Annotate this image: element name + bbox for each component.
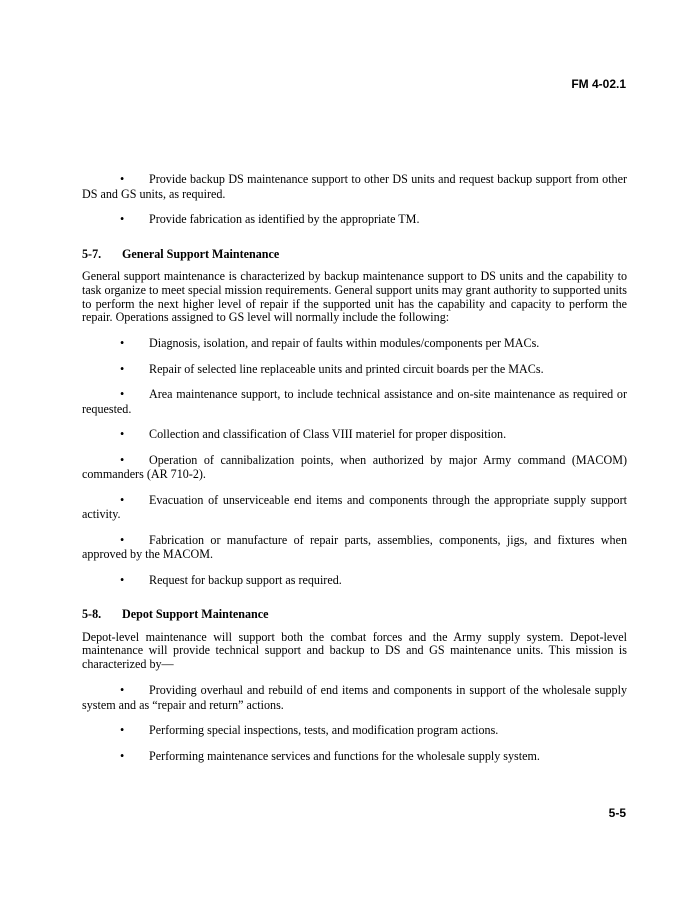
bullet-icon: •: [120, 748, 125, 763]
bullet-item: • Collection and classification of Class VIII materiel for proper disposition.: [120, 427, 507, 442]
bullet-icon: •: [120, 572, 125, 587]
bullet-item: • Fabrication or manufacture of repair parts, assemblies, components, jigs, and fixtures when approved by the MACOM.: [82, 532, 627, 562]
section-paragraph: Depot-level maintenance will support both the combat forces and the Army supply system. Depot-level maintenance will provide technical support and backup to DS and GS maintenance units. This mission is characterized by—: [82, 629, 627, 672]
bullet-item: • Diagnosis, isolation, and repair of faults within modules/components per MACs.: [120, 336, 540, 351]
section-paragraph: General support maintenance is characterized by backup maintenance support to DS units and the capability to task organize to meet special mission requirements. General support units may grant authority to supported units to perform the next higher level of repair if the supported unit has the capability and capacity to perform the repair. Operations assigned to GS level will normally include the following:: [82, 269, 627, 325]
bullet-item: • Area maintenance support, to include technical assistance and on-site maintenance as required or requested.: [82, 387, 627, 416]
bullet-item: • Repair of selected line replaceable units and printed circuit boards per the MACs.: [120, 361, 544, 376]
bullet-icon: •: [120, 683, 125, 698]
bullet-icon: •: [120, 532, 125, 547]
bullet-icon: •: [120, 212, 125, 226]
page-number: 5-5: [608, 806, 626, 820]
bullet-item: • Provide backup DS maintenance support to other DS units and request backup support from other DS and GS units, as required.: [82, 172, 627, 201]
section-number: 5-7.: [82, 246, 102, 261]
document-id: FM 4-02.1: [571, 77, 626, 91]
section-heading-5-8: [82, 607, 627, 622]
bullet-icon: •: [120, 172, 125, 186]
bullet-item: • Operation of cannibalization points, when authorized by major Army command (MACOM) commanders (AR 710-2).: [82, 452, 627, 482]
bullet-icon: •: [120, 492, 125, 507]
page-content: [82, 172, 627, 774]
bullet-item: • Providing overhaul and rebuild of end items and components in support of the wholesale supply system and as “repair and return” actions.: [82, 683, 627, 712]
bullet-icon: •: [120, 427, 125, 442]
bullet-icon: •: [120, 723, 125, 738]
section-number: 5-8.: [82, 607, 102, 622]
bullet-item: • Performing maintenance services and functions for the wholesale supply system.: [120, 748, 540, 763]
bullet-item: • Performing special inspections, tests, and modification program actions.: [120, 723, 499, 738]
bullet-item: • Provide fabrication as identified by the appropriate TM.: [120, 212, 420, 226]
bullet-icon: •: [120, 336, 125, 351]
section-title: Depot Support Maintenance: [122, 607, 269, 622]
section-heading-5-7: [82, 247, 627, 262]
bullet-icon: •: [120, 452, 125, 467]
bullet-item: • Request for backup support as required.: [120, 572, 342, 587]
bullet-icon: •: [120, 387, 125, 402]
bullet-item: • Evacuation of unserviceable end items and components through the appropriate supply support activity.: [82, 492, 627, 522]
section-title: General Support Maintenance: [122, 246, 280, 261]
bullet-icon: •: [120, 361, 125, 376]
